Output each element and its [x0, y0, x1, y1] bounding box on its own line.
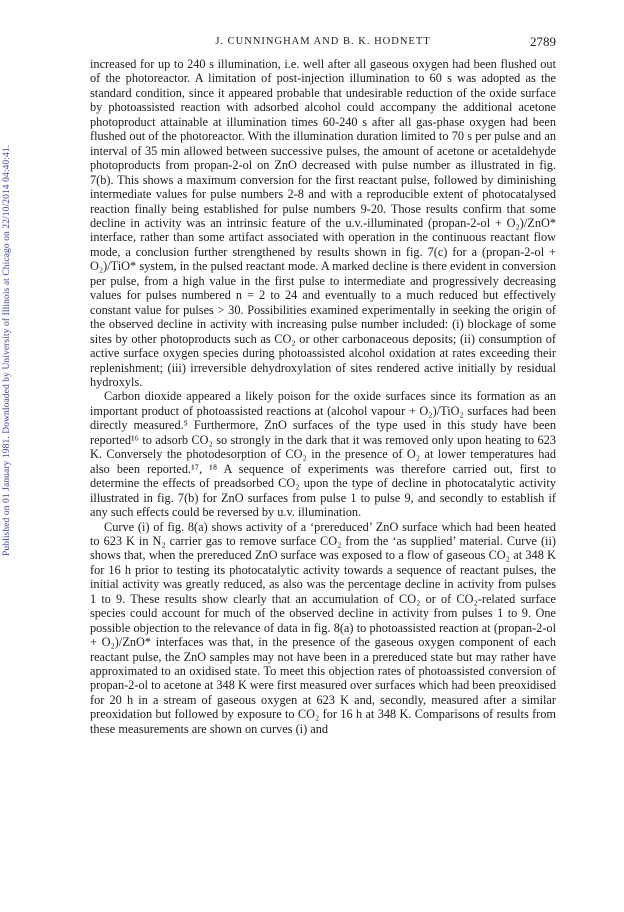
page-number: 2789	[530, 34, 556, 49]
running-head	[90, 32, 556, 52]
paragraph: increased for up to 240 s illumination, i.e. well after all gaseous oxygen had been flushed out of the photoreactor. A limitation of post-injection illumination to 60 s was adopted as the standard condition, since it appeared probable that undesirable reduction of the oxide surface by photoassisted reaction with adsorbed alcohol could accompany the additional acetone photoproduct attainable at illumination times 60-240 s after all gas-phase oxygen had been flushed out of the photoreactor. With the illumination duration limited to 70 s per pulse and an interval of 35 min allowed between successive pulses, the amount of acetone or acetaldehyde photoproducts from propan-2-ol on ZnO decreased with pulse number as illustrated in fig. 7(b). This shows a maximum conversion for the first reactant pulse, followed by diminishing intermediate values for pulse numbers 2-8 and with a reproducible extent of photocatalysed reaction finally being established for pulse numbers 9-20. Those results confirm that some decline in activity was an intrinsic feature of the u.v.-illuminated (propan-2-ol + O₂)/ZnO* interface, rather than some artifact associated with operation in the continuous reactant flow mode, a conclusion further strengthened by results shown in fig. 7(c) for a (propan-2-ol + O₂)/TiO* system, in the pulsed reactant mode. A marked decline is there evident in conversion per pulse, from a high value in the first pulse to intermediate and progressively decreasing values for pulses numbered n = 2 to 24 and eventually to a much reduced but effectively constant value for pulses > 30. Possibilities examined experimentally in seeking the origin of the observed decline in activity with increasing pulse number included: (i) blockage of some sites by other photoproducts such as CO₂ or other carbonaceous deposits; (ii) consumption of active surface oxygen species during photoassisted alcohol oxidation at rates exceeding their replenishment; (iii) irreversible dehydroxylation of sites rendered active initially by residual hydroxyls.	[90, 57, 556, 389]
paragraph: Carbon dioxide appeared a likely poison for the oxide surfaces since its formation as an important product of photoassisted reactions at (alcohol vapour + O₂)/TiO₂ surfaces had been directly measured.⁵ Furthermore, ZnO surfaces of the type used in this study have been reported¹⁶ to adsorb CO₂ so strongly in the dark that it was removed only upon heating to 623 K. Conversely the photodesorption of CO₂ in the presence of O₂ at lower temperatures had also been reported.¹⁷, ¹⁸ A sequence of experiments was therefore carried out, first to determine the effects of preadsorbed CO₂ upon the type of decline in photocatalytic activity illustrated in fig. 7(b) for ZnO surfaces from pulse 1 to pulse 9, and secondly to establish if any such effects could be reversed by u.v. illumination.	[90, 389, 556, 520]
author-running-title: J. CUNNINGHAM AND B. K. HODNETT	[215, 36, 431, 47]
paragraph: Curve (i) of fig. 8(a) shows activity of a ‘prereduced’ ZnO surface which had been heated to 623 K in N₂ carrier gas to remove surface CO₂ from the ‘as supplied’ material. Curve (ii) shows that, when the prereduced ZnO surface was exposed to a flow of gaseous CO₂ at 348 K for 16 h prior to testing its photocatalytic activity towards a sequence of reactant pulses, the initial activity was greatly reduced, as also was the percentage decline in activity from pulses 1 to 9. These results show clearly that an accumulation of CO₂ or of CO₂-related surface species could account for much of the observed decline in activity from pulses 1 to 9. One possible objection to the relevance of data in fig. 8(a) to photoassisted reaction at (propan-2-ol + O₂)/ZnO* interfaces was that, in the presence of the gaseous oxygen component of each reactant pulse, the ZnO samples may not have been in a prereduced state but may rather have approximated to an oxidised state. To meet this objection rates of photoassisted conversion of propan-2-ol to acetone at 348 K were first measured over surfaces which had been preoxidised for 20 h in a stream of gaseous oxygen at 623 K and, secondly, measured after a similar preoxidation but followed by exposure to CO₂ for 16 h at 348 K. Comparisons of results from these measurements are shown on curves (i) and	[90, 519, 556, 736]
download-watermark: Published on 01 January 1981. Downloaded by University of Illinois at Chicago on 22/10/2014 04:40:41.	[2, 144, 12, 556]
body-text	[90, 57, 556, 736]
